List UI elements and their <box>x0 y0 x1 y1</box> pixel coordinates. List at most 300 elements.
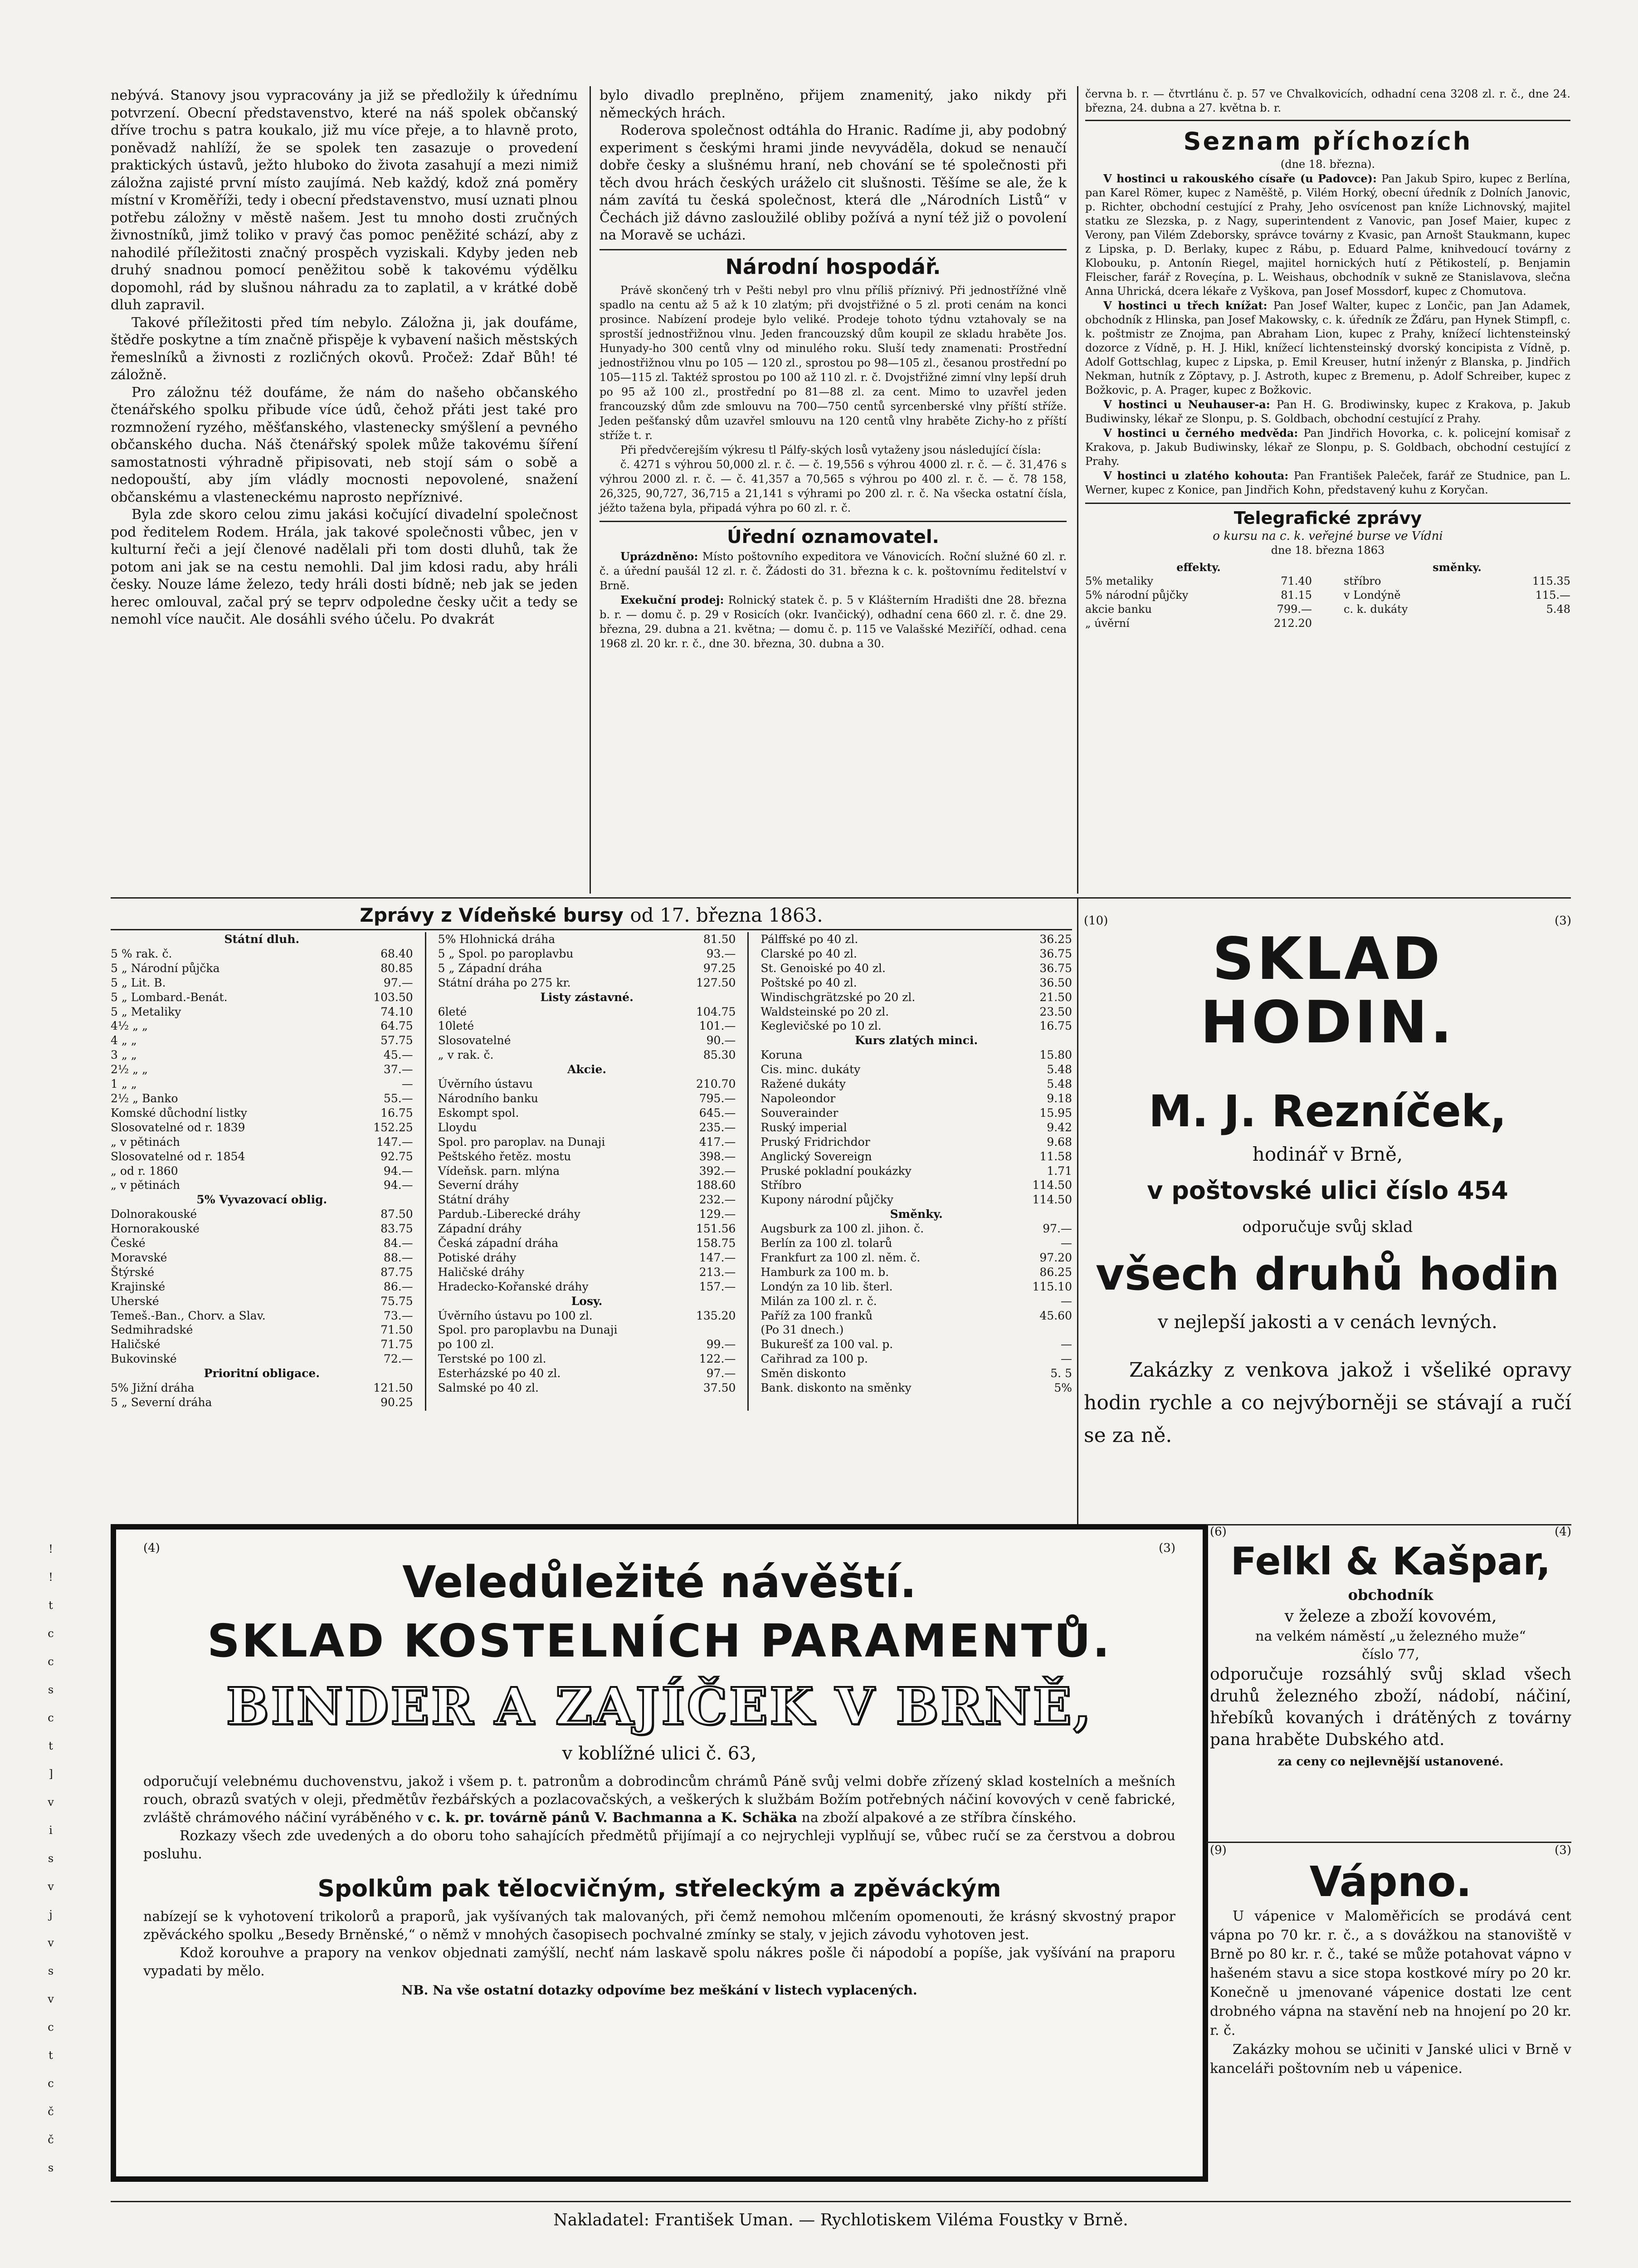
column-divider <box>590 86 591 894</box>
ad-ironware <box>1210 1525 1571 1773</box>
telegraph-header-effects: effekty. <box>1176 561 1221 574</box>
row-label: po 100 zl. <box>438 1338 494 1351</box>
row-value: 235.— <box>699 1120 736 1134</box>
ad-vestments-clubs: Spolkům pak tělocvičným, střeleckým a zpěváckým <box>317 1875 1001 1902</box>
row-value: 71.75 <box>380 1338 413 1351</box>
table-row <box>111 1062 413 1077</box>
row-value: 21.50 <box>1039 990 1072 1004</box>
row-value: 157.— <box>699 1280 736 1293</box>
row-value: 147.— <box>699 1251 736 1264</box>
hotel-guests: Pan František Paleček, farář ze Studnice, pan L. Werner, kupec z Konice, pan Jindřich Kohn, představený kuhu z Koryčan. <box>1085 469 1570 496</box>
row-label: Česká západní dráha <box>438 1237 559 1250</box>
row-label: Bukurešť za 100 val. p. <box>760 1338 893 1351</box>
table-row <box>438 1091 736 1106</box>
divider <box>111 929 1072 930</box>
hotel-entry <box>1085 469 1570 497</box>
row-label: Spol. pro paroplavbu na Dunaji <box>438 1323 618 1337</box>
row-value: 129.— <box>699 1207 736 1221</box>
table-section-heading: Státní dluh. <box>224 933 300 946</box>
row-label: Spol. pro paroplav. na Dunaji <box>438 1135 605 1149</box>
table-row <box>1085 574 1312 588</box>
row-label: Esterházské po 40 zl. <box>438 1367 561 1380</box>
col1-paragraph: Pro záložnu též doufáme, že nám do našeho občanského čtenářského spolku přibude více údů, čehož přáti jest také pro rozmnožení ryzého, měšťanského, vlastenecky smýšlení a pevného občanského ducha. Náš čtenářský spolek může takovému šíření samostatnosti výhradně připisovati, neb stojí sám o sobě a nedopouští, aby jím vládly mocnosti nepovolené, snažení občanskému a vlasteneckému naprosto nepříznivé. <box>111 384 578 505</box>
row-value: 5.48 <box>1546 603 1570 616</box>
column-divider <box>1077 898 1078 1524</box>
hotel-entry <box>1085 298 1570 397</box>
row-label: Směn diskonto <box>760 1367 846 1380</box>
margin-mark: s <box>48 1852 54 1865</box>
section-title-telegraficke: Telegrafické zprávy <box>1233 508 1422 528</box>
table-row <box>438 1178 736 1193</box>
margin-mark: t <box>49 1599 53 1612</box>
row-value: 127.50 <box>696 976 736 989</box>
col1-paragraph: nebývá. Stanovy jsou vypracovány ja již se předložily k úřednímu potvrzení. Obecní představenstvo, které na náš spolek občanský dříve trochu s patra koukalo, již mu více přeje, a to hlavně proto, poněvadž nahlíží, že se spolek ten zasazuje o provedení praktických ústavů, ježto hluboko do života zasahují a mezi nimiž záložna zajisté první místo zaujímá. Neb každý, kdož zná poměry místní v Kroměříži, tedy i obecní představenstvo, musí uznati plnou potřebu záložny v městě našem. Jest tu mnoho dosti zručných živnostníků, jimž toliko v pravý čas pomoc peněžité schází, aby z nahodilé příležitosti značný prospěch vyziskali. Kdyby jeden neb druhý snadnou pomocí peněžitou sobě k takovému výdělku dopomohl, rád by slušnou náhradu za to zaplatil, a v krátké době dluh zapravil. <box>111 88 578 313</box>
table-row <box>111 1381 413 1395</box>
table-row <box>111 1178 413 1193</box>
ad-vestments-subtitle: SKLAD KOSTELNÍCH PARAMENTŮ. <box>207 1614 1112 1667</box>
row-label: (Po 31 dnech.) <box>760 1323 844 1337</box>
table-row <box>438 1265 736 1280</box>
row-label: České <box>111 1237 146 1250</box>
ad-number: (4) <box>1555 1525 1571 1539</box>
row-value: 81.15 <box>1281 589 1312 601</box>
margin-mark: v <box>48 1796 54 1809</box>
row-label: Komské důchodní listky <box>111 1106 247 1119</box>
row-label: 1 „ „ <box>111 1077 137 1091</box>
ad-clock-store <box>1084 914 1571 1452</box>
ad-lime-text: Zakázky mohou se učiniti v Janské ulici v Brně v kanceláři poštovním neb u vápenice. <box>1210 2042 1571 2077</box>
row-label: Cis. minc. dukáty <box>760 1063 861 1076</box>
row-value: 5. 5 <box>1050 1367 1072 1380</box>
margin-mark: c <box>48 1711 54 1724</box>
row-value: 68.40 <box>380 947 413 960</box>
row-value: 36.50 <box>1039 976 1072 989</box>
row-value: 799.— <box>1277 603 1312 616</box>
telegraph-date: dne 18. března 1863 <box>1271 544 1385 557</box>
row-value: 9.42 <box>1047 1120 1072 1134</box>
table-row <box>111 1207 413 1222</box>
column-divider <box>1077 86 1078 894</box>
row-value: 16.75 <box>1039 1019 1072 1033</box>
row-label: c. k. dukáty <box>1344 603 1408 616</box>
table-row <box>438 1164 736 1178</box>
divider <box>111 897 1571 899</box>
section-title-uredni-oznamovatel: Úřední oznamovatel. <box>727 526 939 547</box>
table-row <box>438 1251 736 1265</box>
table-row <box>111 1280 413 1294</box>
table-section-heading: Kurs zlatých minci. <box>855 1034 978 1047</box>
table-row <box>111 1077 413 1091</box>
row-label: Potiské dráhy <box>438 1251 517 1264</box>
table-row <box>111 976 413 990</box>
row-value: 71.50 <box>380 1323 413 1337</box>
ad-ironware-line: v železe a zboží kovovém, <box>1284 1607 1497 1626</box>
col3-continuation: června b. r. — čtvrtlánu č. p. 57 ve Chvalkovicích, odhadní cena 3208 zl. r. č., dne 24. března, 24. dubna a 27. května b. r. <box>1085 88 1570 114</box>
row-label: 2½ „ Banko <box>111 1091 178 1105</box>
hospodar-paragraph: Právě skončený trh v Pešti nebyl pro vlnu příliš příznivý. Při jednostřížné vlně spadlo na centu až 5 až k 10 zlatým; při dvojstřižné o 5 zl. proti cenám na konci prosince. Nabízení prodeje bylo veliké. Prodeje tohoto týdnu vztahovaly se na sprostší jednostřižnou vlnu. Jeden francouzský dům koupil ze skladu hraběte Jos. Hunyady-ho 300 centů vlny od minulého roku. Sluší tedy znamenati: Prostřední jednostřižnou vlnu po 105 — 120 zl., sprostou po 98—105 zl., česanou prostřední po 105—115 zl. Taktéž sprostou po 100 až 110 zl. r. č. Dvojstřižné zimní vlny lepší druh po 95 až 100 zl., prostřední po 81—88 zl. za cent. Mimo to uzavřel jeden francouzský dům zde smlouvu na 700—750 centů syrcenberské vlny příští stříže. Jeden pešťanský dům uzavřel smlouvu na 120 centů vlny hraběte Zichy-ho z příští stříže t. r. <box>600 284 1067 442</box>
table-row <box>438 1309 736 1323</box>
section-title-narodni-hospodar: Národní hospodář. <box>725 254 941 279</box>
table-row <box>760 947 1072 961</box>
ad-clock-owner: M. J. Rezníček, <box>1148 1086 1507 1137</box>
row-label: Státní dráhy <box>438 1193 509 1207</box>
row-value: 104.75 <box>696 1005 736 1018</box>
row-label: 5 „ Severní dráha <box>111 1396 212 1409</box>
table-row <box>760 1048 1072 1062</box>
ad-ironware-line: číslo 77, <box>1362 1647 1419 1662</box>
table-row <box>438 1352 736 1366</box>
bursa-column <box>760 932 1072 1411</box>
table-row <box>111 1236 413 1251</box>
row-label: 4 „ „ <box>111 1034 137 1047</box>
row-label: Ruský imperial <box>760 1120 847 1134</box>
row-label: Státní dráha po 275 kr. <box>438 976 571 989</box>
row-label: „ v pětinách <box>111 1135 180 1149</box>
row-value: 36.75 <box>1039 961 1072 975</box>
row-label: Hamburk za 100 m. b. <box>760 1265 889 1279</box>
table-row <box>111 990 413 1005</box>
table-row <box>111 1309 413 1323</box>
hotel-name: V hostinci u Neuhauser-a: <box>1103 398 1277 411</box>
vacancy-label: Uprázdněno: <box>620 549 698 563</box>
row-value: 213.— <box>699 1265 736 1279</box>
row-value: 158.75 <box>696 1237 736 1250</box>
row-value: 9.18 <box>1047 1091 1072 1105</box>
table-row <box>760 932 1072 947</box>
row-value: 5% <box>1054 1381 1072 1395</box>
row-label: Vídeňsk. parn. mlýna <box>438 1164 560 1178</box>
margin-mark: ] <box>49 1768 53 1780</box>
hotel-entry <box>1085 171 1570 298</box>
row-label: 10leté <box>438 1019 474 1033</box>
hospodar-paragraph: Při předvčerejším výkresu tl Pálfy-ských losů vytaženy jsou následující čísla: <box>620 443 1041 456</box>
table-row <box>760 1091 1072 1106</box>
table-row <box>1085 616 1312 631</box>
table-section-heading: Prioritní obligace. <box>204 1367 320 1380</box>
row-label: 5 „ Lombard.-Benát. <box>111 990 228 1004</box>
row-label: Clarské po 40 zl. <box>760 947 857 960</box>
row-label: Pruský Fridrichdor <box>760 1135 870 1149</box>
row-label: Terstské po 100 zl. <box>438 1352 546 1366</box>
table-row <box>760 1236 1072 1251</box>
table-row <box>111 1251 413 1265</box>
col2-paragraph: Roderova společnost odtáhla do Hranic. Radíme ji, aby podobný experiment s českými hrami jinde nevyváděla, dokud se nenaučí dobře česky a slušnému hraní, neb chování se té společnosti při těch dvou hrách českých uráželo cit slušnosti. Těšíme se ale, že k nám zavítá tu česká společnost, která dle „Národních Listů“ v Čechách již dávno zasloužilé obliby požívá a nyní též již o povolení na Moravě se ucházi. <box>600 122 1067 243</box>
table-row <box>438 1149 736 1164</box>
row-label: Úvěrního ústavu <box>438 1077 533 1091</box>
row-value: 97.— <box>383 976 413 989</box>
row-value: 99.— <box>706 1338 736 1351</box>
row-value: 115.— <box>1535 589 1570 601</box>
divider <box>600 249 1067 250</box>
table-row <box>760 1120 1072 1135</box>
row-value: 16.75 <box>380 1106 413 1119</box>
row-value: 114.50 <box>1032 1193 1072 1207</box>
row-value: 87.50 <box>380 1207 413 1221</box>
table-row <box>1344 602 1570 616</box>
ad-vestments-firm: BINDER A ZAJÍČEK V BRNĚ, <box>226 1677 1093 1736</box>
row-value: 55.— <box>383 1091 413 1105</box>
footer-publisher: Nakladatel: František Uman. — Rychlotiskem Viléma Foustky v Brně. <box>553 2211 1128 2229</box>
row-value: 152.25 <box>373 1120 413 1134</box>
table-row <box>760 990 1072 1005</box>
row-value: 5.48 <box>1047 1063 1072 1076</box>
row-label: Národního banku <box>438 1091 538 1105</box>
table-row <box>760 1222 1072 1236</box>
telegraph-subtitle: o kursu na c. k. veřejné burse ve Vídni <box>1213 529 1443 543</box>
ad-vestments-text <box>143 1773 1175 1827</box>
table-row <box>760 1077 1072 1091</box>
bursa-title-line <box>111 903 1072 928</box>
table-row <box>1344 588 1570 602</box>
hotels-list <box>1085 171 1570 497</box>
vacancy-text: Místo poštovního expeditora ve Vánovicích. Roční služné 60 zl. r. č. a úřední paušál 12 zl. r. č. Žádosti do 31. března k c. k. poštovnímu ředitelství v Brně. <box>600 550 1067 592</box>
row-label: 5 „ Národní půjčka <box>111 961 220 975</box>
table-row <box>111 1091 413 1106</box>
table-row <box>111 1005 413 1019</box>
table-row <box>438 1381 736 1395</box>
hotel-guests: Pan Jindřich Hovorka, c. k. policejní komisař z Krakova, p. Jakub Budiwinsky, lékař ze Slonpu, p. S. Goldbach, obchodní cestující z Prahy. <box>1085 427 1570 468</box>
prichozi-date: (dne 18. března). <box>1280 158 1375 171</box>
row-label: Anglický Sovereign <box>760 1149 872 1163</box>
row-label: Dolnorakouské <box>111 1207 197 1221</box>
row-value: 94.— <box>383 1164 413 1178</box>
margin-mark: i <box>49 1824 53 1837</box>
table-row <box>438 1222 736 1236</box>
table-row <box>1344 574 1570 588</box>
ad-number: (3) <box>1159 1541 1175 1555</box>
row-label: v Londýně <box>1344 589 1401 601</box>
table-row <box>760 1309 1072 1323</box>
table-row <box>760 1019 1072 1033</box>
row-label: Krajinské <box>111 1280 166 1293</box>
hotel-entry <box>1085 426 1570 469</box>
row-value: 5.48 <box>1047 1077 1072 1091</box>
row-label: 3 „ „ <box>111 1048 137 1062</box>
hotel-name: V hostinci u rakouského císaře (u Padovce): <box>1103 172 1382 185</box>
row-label: Londýn za 10 lib. šterl. <box>760 1280 893 1293</box>
row-value: 86.25 <box>1039 1265 1072 1279</box>
table-row <box>760 1178 1072 1193</box>
divider <box>1085 120 1570 121</box>
row-label: Uherské <box>111 1294 159 1308</box>
row-label: Moravské <box>111 1251 167 1264</box>
ad-number: (6) <box>1210 1525 1227 1539</box>
row-value: 57.75 <box>380 1034 413 1047</box>
table-row <box>438 1135 736 1149</box>
row-label: Napoleondor <box>760 1091 836 1105</box>
row-label: Pruské pokladní poukázky <box>760 1164 912 1178</box>
row-label: Haličské <box>111 1338 161 1351</box>
ad-vestments-text-3: nabízejí se k vyhotovení trikolorů a praporů, jak vyšívaných tak malovaných, při čemž nemohou mlčením opomenouti, že krásný skvostný prapor zpěváckého spolku „Besedy Brněnské,“ o němž v mnohých časopisech pochvalné zmínky se staly, v jejich závodu vyhotoven jest. <box>143 1909 1175 1943</box>
row-value: 147.— <box>376 1135 413 1149</box>
ad-number: (10) <box>1084 914 1108 928</box>
row-value: 188.60 <box>696 1178 736 1192</box>
table-row <box>438 1120 736 1135</box>
column-2 <box>600 87 1067 651</box>
table-row <box>111 947 413 961</box>
row-label: Milán za 100 zl. r. č. <box>760 1294 877 1308</box>
margin-mark: t <box>49 1740 53 1752</box>
row-label: Paříž za 100 franků <box>760 1309 873 1322</box>
row-label: Augsburk za 100 zl. jihon. č. <box>760 1222 924 1236</box>
table-row <box>111 1294 413 1309</box>
row-label: 5% metaliky <box>1085 575 1154 587</box>
row-value: 74.10 <box>380 1005 413 1018</box>
row-value: 36.25 <box>1039 933 1072 946</box>
divider <box>600 521 1067 522</box>
row-value: 37.— <box>383 1063 413 1076</box>
telegraph-header-bills: směnky. <box>1433 561 1482 574</box>
col1-paragraph: Takové příležitosti před tím nebylo. Záložna ji, jak doufáme, štědře poskytne a tím značně přispěje k vybavení našich městských řemeslníků a živnosti z rozličných okovů. Pročež: Zdař Bůh! té záložně. <box>111 314 578 383</box>
row-value: 90.— <box>706 1034 736 1047</box>
row-label: Slosovatelné od r. 1854 <box>111 1149 245 1163</box>
table-row <box>760 1265 1072 1280</box>
row-value: — <box>1061 1338 1072 1351</box>
table-row <box>111 1135 413 1149</box>
ad-vestments-text-1c: na zboží alpakové a ze stříbra čínského. <box>801 1810 1077 1826</box>
row-value: 212.20 <box>1274 617 1312 630</box>
divider <box>1206 1842 1571 1843</box>
table-row <box>760 1337 1072 1352</box>
margin-mark: v <box>48 1880 54 1893</box>
row-label: 5% Jižní dráha <box>111 1381 195 1395</box>
row-value: 94.— <box>383 1178 413 1192</box>
margin-mark: j <box>49 1908 53 1921</box>
row-value: 71.40 <box>1281 575 1312 587</box>
row-value: 417.— <box>699 1135 736 1149</box>
margin-mark: t <box>49 2049 53 2062</box>
ad-clock-quality: v nejlepší jakosti a v cenách levných. <box>1158 1312 1497 1333</box>
hotel-guests: Pan Jakub Spiro, kupec z Berlína, pan Karel Römer, kupec z Naměště, p. Vilém Horký, obecní úředník z Dolních Janovic, p. Richter, obchodní cestující z Prahy, Jeho osvícenost pan kníže Lichnovský, majitel statku ze Slezska, p. z Nagy, superintendent z Vanovic, pan Josef Maier, kupec z Verony, pan Vilém Zdeborsky, správce továrny z Kvasic, pan Arnošt Staukmann, kupec z Lipska, p. D. Berlaky, kupec z Rábu, p. Eduard Palme, knihvedoucí továrny z Klobouku, p. Antonín Riegel, majitel hornických hutí z Pětikostelí, p. Benjamin Fleischer, farář z Roveçína, p. L. Weishaus, obchodník v sukně ze Stanislavova, slečna Anna Uhrická, dcera lékaře z Vyškova, pan Josef Mossdorf, kupec z Chomutova. <box>1085 172 1570 298</box>
row-value: 97.— <box>706 1367 736 1380</box>
table-row <box>111 1033 413 1048</box>
row-label: Hornorakouské <box>111 1222 200 1236</box>
table-row <box>111 961 413 976</box>
ad-lime-title: Vápno. <box>1309 1857 1472 1906</box>
row-value: 645.— <box>699 1106 736 1119</box>
row-value: 45.— <box>383 1048 413 1062</box>
row-value: 73.— <box>383 1309 413 1322</box>
ad-vestments-text-4: Kdož korouhve a prapory na venkov objednati zamýšlí, nechť nám laskavě spolu nákres pošle či nápodobí a popíše, jak vyšívání na praporu vypadati by mělo. <box>143 1945 1175 1979</box>
hospodar-paragraph: č. 4271 s výhrou 50,000 zl. r. č. — č. 19,556 s výhrou 4000 zl. r. č. — č. 31,476 s výhrou 2000 zl. r. č. — č. 41,357 a 70,565 s výhrou po 400 zl. r. č. — č. 78 158, 26,325, 90,727, 36,715 a 21,141 s výhrami po 200 zl. r. č. Na všecka ostatní čísla, jéžto tažena byla, připadá výhra po 60 zl. r. č. <box>600 458 1067 514</box>
row-value: 81.50 <box>703 933 736 946</box>
table-row <box>111 1265 413 1280</box>
table-row <box>760 1193 1072 1207</box>
table-row <box>438 1033 736 1048</box>
table-row <box>760 1135 1072 1149</box>
row-value: 87.75 <box>380 1265 413 1279</box>
row-label: 2½ „ „ <box>111 1063 148 1076</box>
table-row <box>438 1207 736 1222</box>
row-label: Eskompt spol. <box>438 1106 519 1119</box>
row-value: 103.50 <box>373 990 413 1004</box>
table-section-heading: Listy zástavné. <box>540 990 634 1004</box>
hotel-guests: Pan Josef Walter, kupec z Lončic, pan Jan Adamek, obchodník z Hlinska, pan Josef Makowsky, c. k. úředník ze Žďáru, pan Hynek Stimpfl, c. k. poštmistr ze Znojma, pan Abraham Lion, kupec z Prahy, knížecí lichtensteinský dozorce z Vídně, p. H. J. Hikl, knížecí lichtensteinský dvorský koncipista z Vídně, p. Adolf Gottschlag, kupec z Lipska, p. Emil Kreuser, hutní inženýr z Blanska, p. Jindřich Nekman, hutník z Zöptavy, p. J. Astroth, kupec z Bremenu, p. Adolf Schreiber, kupec z Božkovic, p. A. Prager, kupec z Božkovic. <box>1085 299 1570 396</box>
row-value: 210.70 <box>696 1077 736 1091</box>
row-label: Haličské dráhy <box>438 1265 525 1279</box>
row-label: 5 „ Metaliky <box>111 1005 181 1018</box>
row-value: 84.— <box>383 1237 413 1250</box>
margin-mark: s <box>48 2161 54 2174</box>
row-label: 5 „ Lit. B. <box>111 976 166 989</box>
row-label: „ od r. 1860 <box>111 1164 178 1178</box>
row-value: 72.— <box>383 1352 413 1366</box>
ad-ironware-foot: za ceny co nejlevnější ustanovené. <box>1277 1755 1504 1769</box>
row-value: 83.75 <box>380 1222 413 1236</box>
row-value: 101.— <box>699 1019 736 1033</box>
row-label: Waldsteinské po 20 zl. <box>760 1005 889 1018</box>
row-value: 9.68 <box>1047 1135 1072 1149</box>
margin-mark: s <box>48 1965 54 1977</box>
ad-clock-offer: odporučuje svůj sklad <box>1242 1218 1413 1236</box>
hotel-guests: Pan H. G. Brodiwinsky, kupec z Krakova, p. Jakub Budiwinsky, lékař ze Slonpu, p. S. Goldbach, obchodní cestující z Prahy. <box>1085 398 1570 425</box>
row-label: Bank. diskonto na směnky <box>760 1381 912 1395</box>
table-row <box>760 1005 1072 1019</box>
margin-mark: č <box>48 2133 54 2146</box>
table-row <box>438 1005 736 1019</box>
row-label: Bukovinské <box>111 1352 177 1366</box>
ad-lime-text: U vápenice v Maloměřicích se prodává cent vápna po 70 kr. r. č., a s dovážkou na stanoviště v Brně po 80 kr. r. č., také se může potahovat vápno v hašeném stavu a sice stopa kostkové míry po 20 kr. Konečně u jmenované vápenice dostati lze cent drobného vápna na stavění neb na hnojení po 20 kr. r. č. <box>1210 1908 1571 2038</box>
row-value: 97.25 <box>703 961 736 975</box>
ad-clock-headline: všech druhů hodin <box>1095 1249 1560 1300</box>
row-label: Poštské po 40 zl. <box>760 976 857 989</box>
table-row <box>760 1294 1072 1309</box>
row-label: Pardub.-Liberecké dráhy <box>438 1207 580 1221</box>
ad-vestments-address: v koblížné ulici č. 63, <box>562 1743 757 1764</box>
row-label: Štýrské <box>111 1265 155 1279</box>
table-row <box>111 1120 413 1135</box>
table-row <box>760 976 1072 990</box>
row-value: 90.25 <box>380 1396 413 1409</box>
margin-mark: c <box>48 1627 54 1640</box>
table-section-heading: 5% Vyvazovací oblig. <box>196 1193 327 1207</box>
divider <box>1085 503 1570 504</box>
table-row <box>438 1077 736 1091</box>
hotel-name: V hostinci u černého medvěda: <box>1103 426 1304 440</box>
ad-vestments-text-2: Rozkazy všech zde uvedených a do oboru toho sahajících předmětů přijímají a co nejrychleji vyplňují se, vůbec ručí se za čerstvou a dobrou posluhu. <box>143 1828 1175 1862</box>
row-value: — <box>401 1077 413 1091</box>
table-row <box>111 1323 413 1337</box>
row-label: 5% Hlohnická dráha <box>438 933 556 946</box>
row-value: — <box>1061 1294 1072 1308</box>
divider <box>111 2201 1571 2202</box>
table-row <box>438 947 736 961</box>
margin-mark: ! <box>49 1543 53 1555</box>
row-label: Frankfurt za 100 zl. něm. č. <box>760 1251 921 1264</box>
ad-number: (3) <box>1555 1843 1571 1857</box>
row-label: Windischgrätzské po 20 zl. <box>760 990 916 1004</box>
row-label: „ v rak. č. <box>438 1048 494 1062</box>
table-row <box>760 1149 1072 1164</box>
row-value: 92.75 <box>380 1149 413 1163</box>
table-row <box>438 976 736 990</box>
margin-mark: c <box>48 2021 54 2033</box>
row-label: Hradecko-Kořanské dráhy <box>438 1280 589 1293</box>
row-label: Koruna <box>760 1048 803 1062</box>
table-row <box>438 1236 736 1251</box>
row-value: 86.— <box>383 1280 413 1293</box>
ad-number: (3) <box>1555 914 1571 928</box>
table-row <box>438 961 736 976</box>
row-value: 122.— <box>699 1352 736 1366</box>
row-label: Cařihrad za 100 p. <box>760 1352 868 1366</box>
bursa-column <box>111 932 413 1411</box>
row-value: 135.20 <box>696 1309 736 1322</box>
row-label: Temeš.-Ban., Chorv. a Slav. <box>111 1309 266 1322</box>
row-label: Úvěrního ústavu po 100 zl. <box>438 1309 593 1322</box>
row-label: 5% národní půjčky <box>1085 589 1189 601</box>
table-row <box>438 1106 736 1120</box>
